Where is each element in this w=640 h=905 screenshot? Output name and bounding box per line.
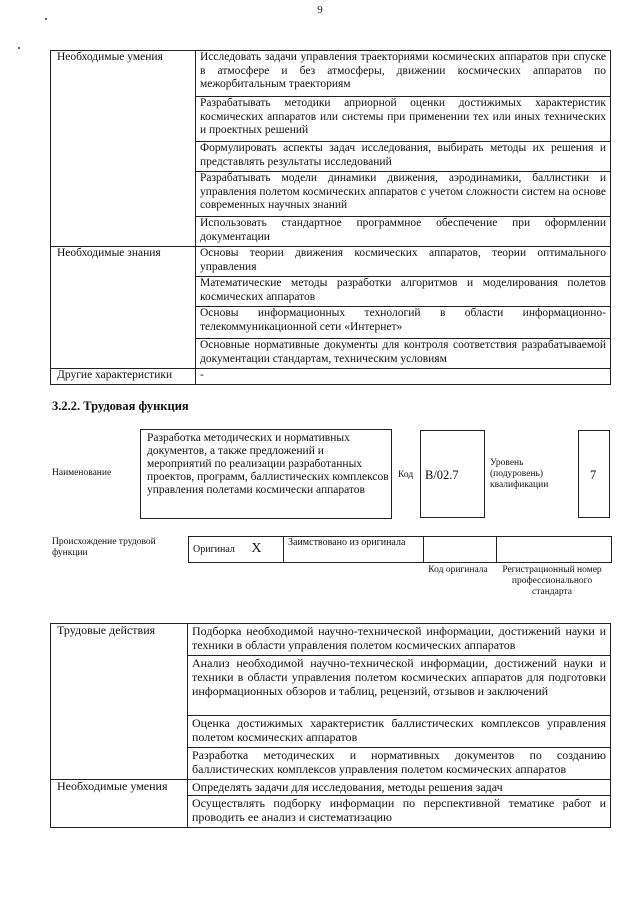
table-cell: Подборка необходимой научно-технической информации, достижений науки и техники в области управления полетом космических аппаратов [188,624,611,656]
original-mark: X [251,541,262,557]
function-name-box [140,429,392,519]
table-cell: Использовать стандартное программное обеспечение при оформлении документации [196,217,611,247]
table-row [51,369,611,385]
level-value: 7 [590,468,597,482]
labor-actions-table [50,623,611,828]
level-box [578,430,610,518]
row-label-actions: Трудовые действия [51,624,188,780]
section-title: 3.2.2. Трудовая функция [52,399,189,413]
origin-label: Происхождение трудовой функции [52,537,156,558]
page-number: 9 [317,4,323,16]
code-value: B/02.7 [425,468,459,482]
origin-borrowed-cell: Заимствовано из оригинала [284,537,424,563]
code-caption: Код оригинала [428,565,488,575]
scan-speck [45,18,47,20]
origin-original-cell [189,537,284,563]
code-label: Код [398,470,414,480]
row-label-knowledge: Необходимые знания [51,247,196,369]
table-row [51,51,611,97]
row-label-skills-2: Необходимые умения [51,780,188,828]
table-cell: - [196,369,611,385]
table-cell: Осуществлять подборку информации по перспективной тематике работ и проводить ее анализ и систематизацию [188,796,611,828]
requirements-table [50,50,611,385]
table-cell: Анализ необходимой научно-технической информации, достижений науки и техники в области управления полетом космических аппаратов для подготовки информационных обзоров и таблиц, рецензий, отзывов и заключений [188,656,611,716]
origin-code-cell [424,537,497,563]
table-cell: Разрабатывать модели динамики движения, аэродинамики, баллистики и управления полетом космических аппаратов с учетом сложности систем на основе современных научных знаний [196,172,611,217]
row-label-skills: Необходимые умения [51,51,196,247]
table-cell: Формулировать аспекты задач исследования, выбирать методы их решения и представлять результаты исследований [196,142,611,172]
table-cell: Основные нормативные документы для контроля соответствия разрабатываемой документации стандартам, техническим условиям [196,339,611,369]
table-cell: Определять задачи для исследования, методы решения задач [188,780,611,796]
reg-caption: Регистрационный номер профессионального стандарта [502,565,602,597]
function-name: Разработка методических и нормативных документов, а также предложений и мероприятий по реализации разработанных проектов, программ, баллистических комплексов управления полетами космически аппаратов [147,432,389,496]
table-cell: Разработка методических и нормативных документов по созданию баллистических комплексов управления полетом космических аппаратов [188,748,611,780]
scan-speck [18,47,20,49]
name-label: Наименование [52,468,112,478]
table-cell: Основы информационных технологий в области информационно-телекоммуникационной сети «Интернет» [196,307,611,339]
table-row [51,247,611,277]
table-cell: Основы теории движения космических аппаратов, теории оптимального управления [196,247,611,277]
level-label: Уровень (подуровень) квалификации [490,458,549,490]
table-cell: Оценка достижимых характеристик баллистических комплексов управления полетом космических аппаратов [188,716,611,748]
table-row [51,624,611,656]
table-row [189,537,612,563]
original-label: Оригинал [193,544,235,556]
table-cell: Математические методы разработки алгоритмов и моделирования полетов космических аппаратов [196,277,611,307]
table-row [51,780,611,796]
origin-table [188,536,612,563]
table-cell: Разрабатывать методики априорной оценки достижимых характеристик космических аппаратов или системы при применении тех или иных технических и проектных решений [196,97,611,142]
origin-reg-cell [497,537,612,563]
row-label-other: Другие характеристики [51,369,196,385]
table-cell: Исследовать задачи управления траекториями космических аппаратов при спуске в атмосфере и без атмосферы, движении космических аппаратов по межорбитальным траекториям [196,51,611,97]
code-box [420,430,485,518]
